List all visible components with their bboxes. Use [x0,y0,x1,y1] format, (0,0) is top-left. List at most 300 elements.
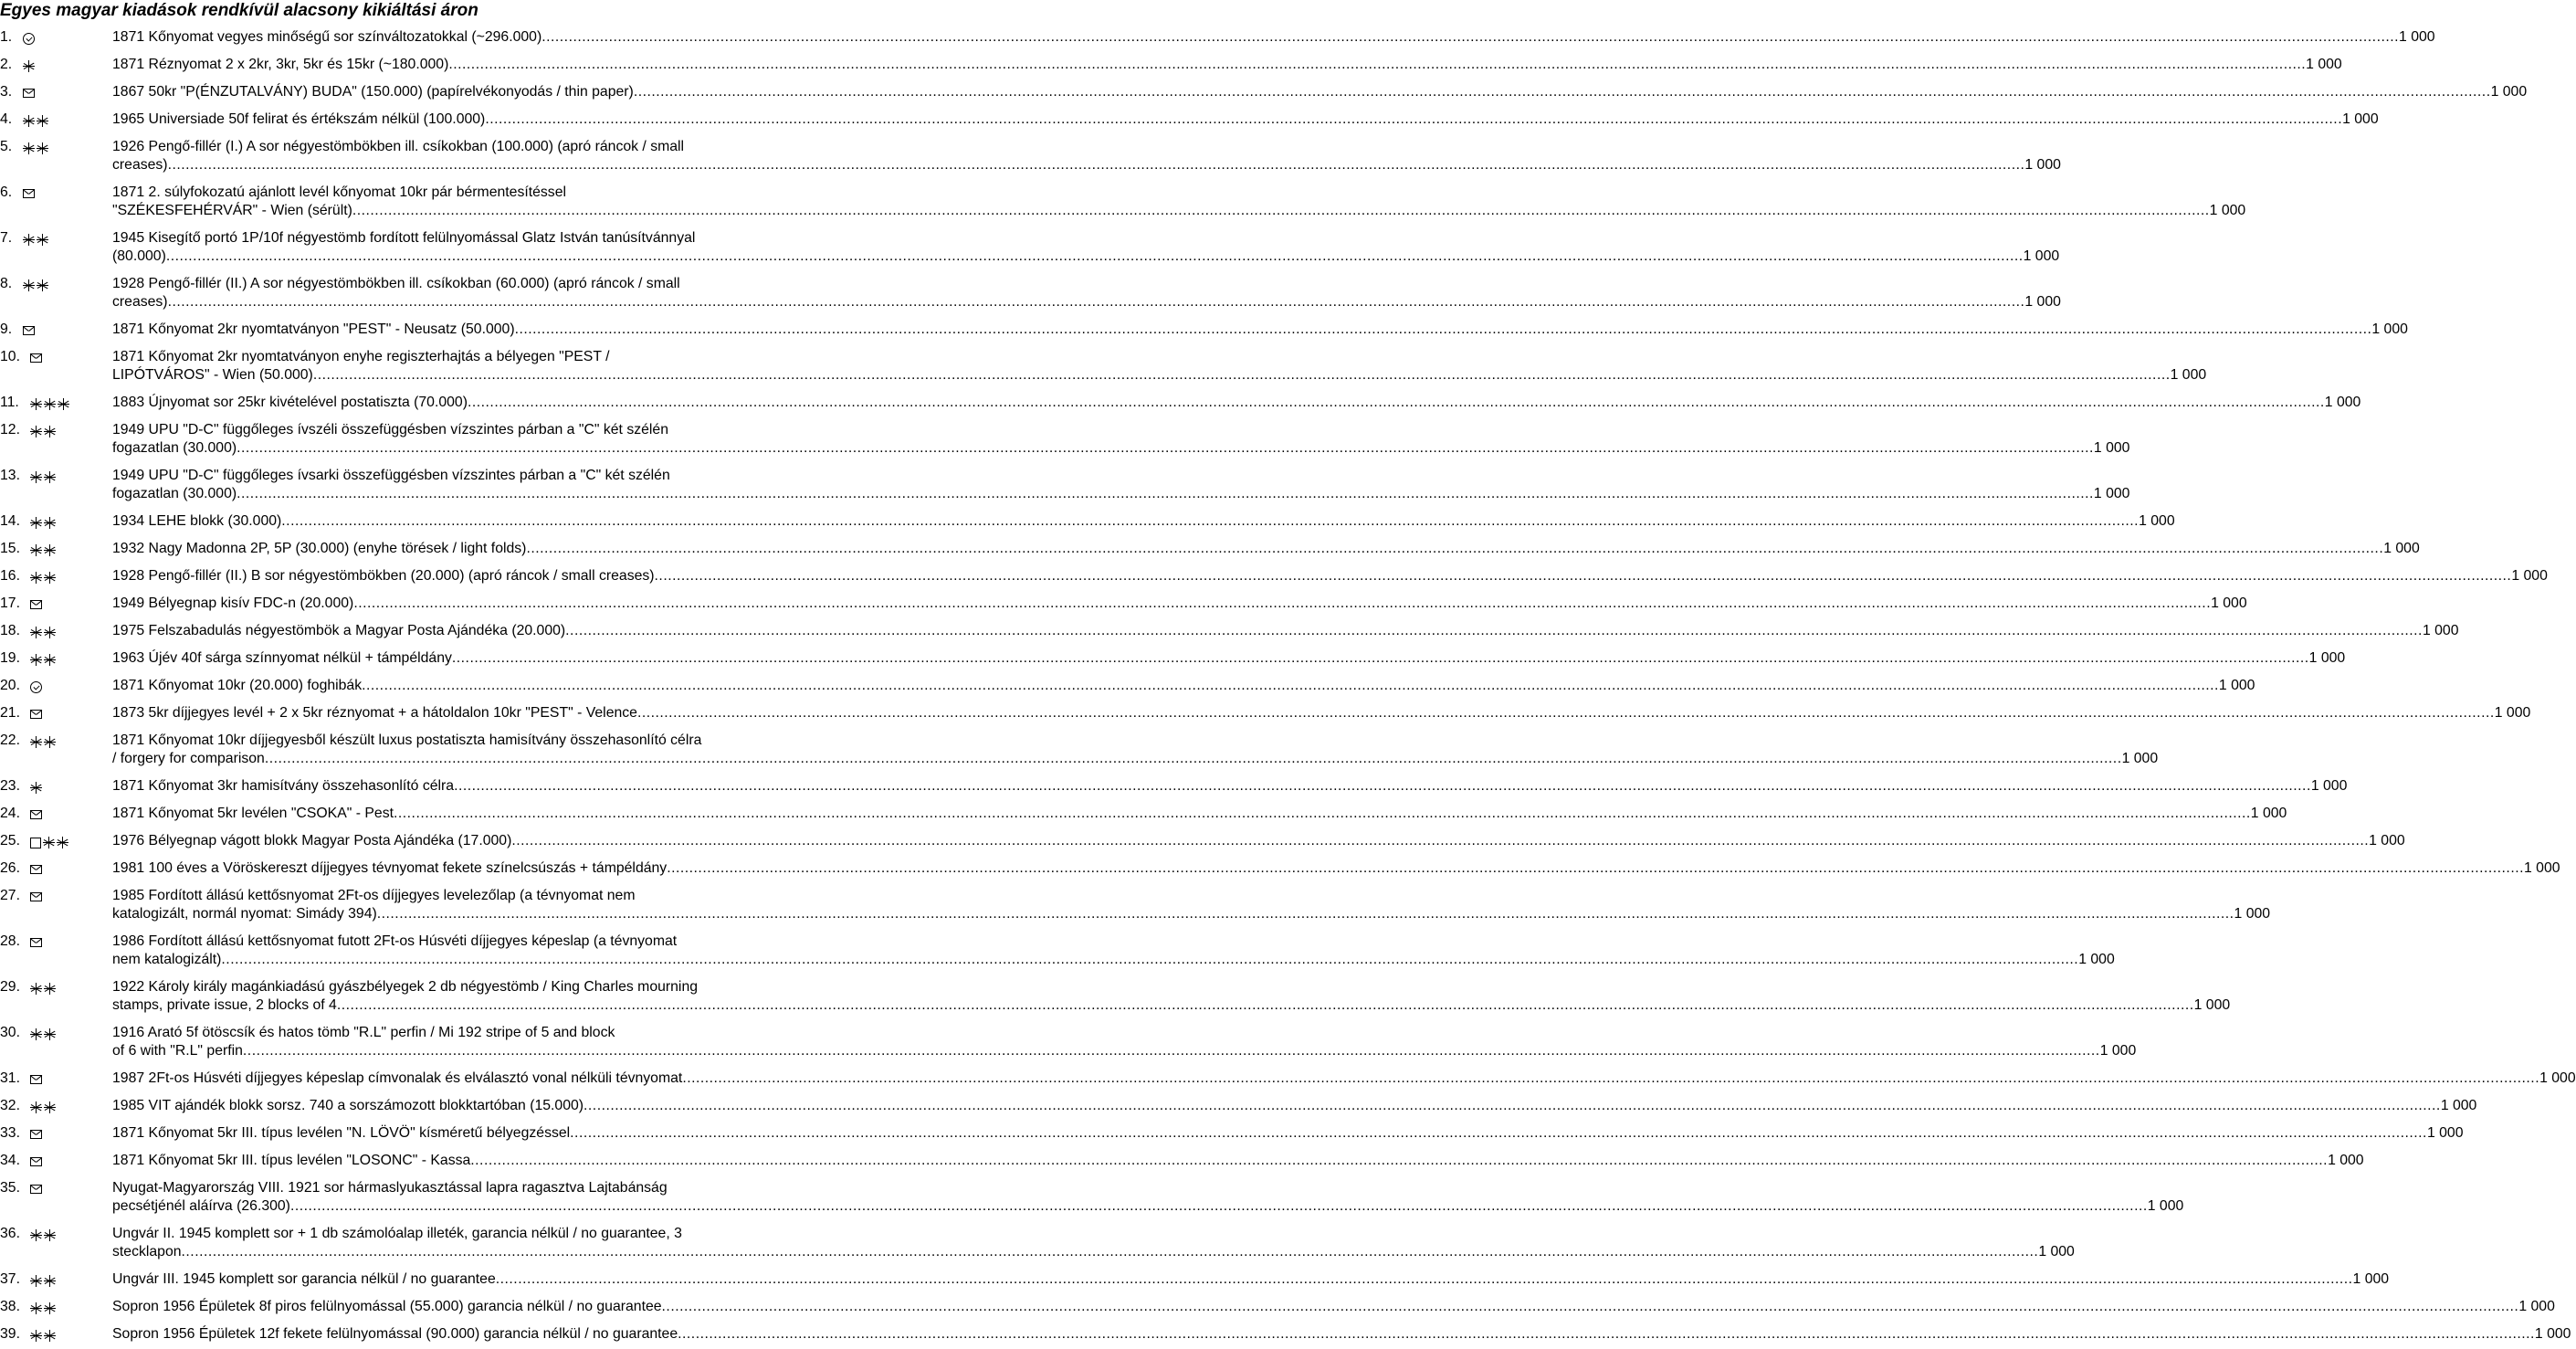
description-text: 1934 LEHE blokk (30.000) [112,513,282,529]
starting-price: 1 000 [2306,57,2342,72]
mint-star-icon [30,627,42,638]
lot-number: 7. [0,230,13,246]
starting-price: 1 000 [2250,806,2287,821]
description-text: 1949 Bélyegnap kisív FDC-n (20.000) [112,595,354,611]
description-text: 1926 Pengő-fillér (I.) A sor négyestömbökben ill. csíkokban (100.000) (apró ráncok / small [112,139,685,154]
condition-symbols [30,1097,58,1115]
condition-symbols [30,1298,58,1316]
mint-star-icon [44,1229,56,1241]
starting-price: 1 000 [2024,157,2061,173]
lot-row [0,344,2207,390]
description-text: Ungvár III. 1945 komplett sor garancia nélkül / no guarantee [112,1271,496,1287]
description-text: fogazatlan (30.000) [112,440,237,456]
starting-price: 1 000 [2328,1153,2364,1168]
lot-number: 6. [0,184,13,200]
hinged-star-icon [30,782,42,794]
condition-symbols [23,138,50,156]
description-text: 1928 Pengő-fillér (II.) B sor négyestömbökben (20.000) (apró ráncok / small creases) [112,568,655,584]
description-text: 1985 VIT ajándék blokk sorsz. 740 a sorszámozott blokktartóban (15.000) [112,1098,584,1113]
lot-number: 12. [0,422,20,437]
lot-row [0,618,2459,646]
envelope-icon [30,710,42,719]
mint-star-icon [37,234,48,246]
condition-symbols [30,1225,58,1243]
description-text: Nyugat-Magyarország VIII. 1921 sor hármaslyukasztással lapra ragasztva Lajtabánság [112,1180,668,1196]
envelope-icon [30,938,42,947]
condition-symbols [30,540,58,558]
lot-row [0,1322,2571,1349]
description-text: 1871 Kőnyomat 5kr levélen "CSOKA" - Pest [112,806,394,821]
lot-row [0,774,2348,801]
dot-leader [281,512,2139,531]
description-text: Sopron 1956 Épületek 8f piros felülnyomással (55.000) garancia nélkül / no guarantee [112,1299,662,1314]
lot-description [112,649,2346,668]
lot-row [0,1121,2464,1148]
starting-price: 1 000 [2139,513,2175,529]
lot-description [112,1097,2477,1115]
dot-leader [678,1325,2535,1344]
mint-star-icon [37,115,48,127]
lot-row [0,1148,2364,1175]
starting-price: 1 000 [2308,650,2346,666]
condition-symbols [30,1179,44,1197]
dot-leader [394,805,2251,823]
lot-description [112,978,2231,1015]
dot-leader [496,1270,2353,1289]
lot-description [112,1270,2390,1289]
starting-price: 1 000 [2211,595,2247,611]
lot-description [112,832,2405,850]
lot-description [112,859,2560,878]
lot-row [0,828,2405,856]
description-text: 1867 50kr "P(ÉNZUTALVÁNY) BUDA" (150.000) (papírelvékonyodás / thin paper) [112,84,634,100]
description-text: 1976 Bélyegnap vágott blokk Magyar Posta Ajándéka (17.000) [112,833,512,848]
condition-symbols [30,887,44,905]
starting-price: 1 000 [2099,1043,2137,1059]
mint-star-icon [30,572,42,584]
lot-number: 33. [0,1125,20,1141]
lot-row [0,1294,2555,1322]
description-text: "SZÉKESFEHÉRVÁR" - Wien (sérült) [112,203,352,218]
description-text: 1987 2Ft-os Húsvéti díjjegyes képeslap címvonalak és elválasztó vonal nélküli tévnyomat [112,1070,683,1086]
lot-description [112,184,2246,220]
lot-number: 20. [0,678,20,693]
condition-symbols [23,229,50,248]
mint-star-icon [23,234,35,246]
description-text: 1949 UPU "D-C" függőleges ívsarki összefüggésben vízszintes párban a "C" két szélén [112,468,670,483]
lot-number: 16. [0,568,20,584]
dot-leader [243,1042,2100,1060]
lot-description [112,677,2255,695]
description-text: creases) [112,157,168,173]
mint-star-icon [44,572,56,584]
lot-description [112,622,2459,640]
lot-row [0,271,2061,317]
lot-list [0,25,2576,1349]
lot-number: 23. [0,778,20,794]
mint-star-icon [30,1330,42,1342]
lot-row [0,564,2548,591]
condition-symbols [30,348,44,366]
condition-symbols [30,1325,58,1344]
page-title: Egyes magyar kiadások rendkívül alacsony kikiáltási áron [0,1,478,20]
lot-description [112,1225,2075,1261]
starting-price: 1 000 [2490,84,2528,100]
lot-description [112,56,2342,74]
description-text: / forgery for comparison [112,751,265,766]
lot-description [112,704,2531,722]
condition-symbols [30,677,44,695]
condition-symbols [23,275,50,293]
description-text: 1981 100 éves a Vöröskereszt díjjegyes tévnyomat fekete színelcsúszás + támpéldány [112,860,668,876]
starting-price: 1 000 [2539,1070,2576,1086]
lot-number: 19. [0,650,20,666]
condition-symbols [30,859,44,878]
starting-price: 1 000 [2024,294,2061,310]
lot-description [112,138,2061,174]
lot-description [112,595,2247,613]
lot-number: 37. [0,1271,20,1287]
dot-leader [565,622,2423,640]
dot-leader [168,293,2025,311]
envelope-icon [30,600,42,609]
lot-number: 39. [0,1326,20,1342]
mint-star-icon [44,654,56,666]
lot-row [0,883,2271,929]
starting-price: 1 000 [2383,541,2420,556]
description-text: 1871 Kőnyomat 2kr nyomtatványon "PEST" - Neusatz (50.000) [112,321,515,337]
dot-leader [662,1298,2519,1316]
condition-symbols [23,56,37,74]
dot-leader [182,1243,2039,1261]
description-text: of 6 with "R.L" perfin [112,1043,243,1059]
condition-symbols [23,28,37,47]
description-text: 1975 Felszabadulás négyestömbök a Magyar Posta Ajándéka (20.000) [112,623,566,638]
starting-price: 1 000 [2422,623,2459,638]
lot-number: 13. [0,468,20,483]
condition-symbols [30,805,44,823]
mint-star-icon [30,1302,42,1314]
lot-row [0,673,2255,701]
description-text: creases) [112,294,168,310]
lot-number: 29. [0,979,20,995]
lot-number: 34. [0,1153,20,1168]
condition-symbols [23,111,50,129]
dot-leader [221,951,2078,969]
condition-symbols [30,732,58,750]
condition-symbols [23,321,37,339]
lot-number: 14. [0,513,20,529]
lot-row [0,509,2175,536]
mint-star-icon [43,837,55,848]
starting-price: 1 000 [2494,705,2531,721]
description-text: 1986 Fordított állású kettősnyomat futott 2Ft-os Húsvéti díjjegyes képeslap (a tévnyomat [112,933,678,949]
mint-star-icon [44,517,56,529]
description-text: stamps, private issue, 2 blocks of 4 [112,997,337,1013]
starting-price: 1 000 [2523,860,2560,876]
condition-symbols [30,421,58,439]
lot-description [112,28,2435,47]
starting-price: 1 000 [2193,997,2231,1013]
mint-star-icon [44,1101,56,1113]
condition-symbols [30,622,58,640]
mint-star-icon [44,1302,56,1314]
lot-row [0,317,2408,344]
lot-description [112,887,2271,923]
lot-number: 21. [0,705,20,721]
lot-row [0,226,2060,271]
hinged-star-icon [23,60,35,72]
mint-star-icon [23,279,35,291]
dot-leader [313,366,2171,385]
dot-leader [541,28,2399,47]
lot-number: 15. [0,541,20,556]
starting-price: 1 000 [2093,486,2130,501]
description-text: pecsétjénél aláírva (26.300) [112,1198,290,1214]
dot-leader [634,83,2491,101]
lot-number: 26. [0,860,20,876]
lot-row [0,417,2130,463]
description-text: LIPÓTVÁROS" - Wien (50.000) [112,367,313,383]
lot-description [112,933,2115,969]
lot-description [112,1024,2137,1060]
lot-description [112,229,2060,266]
lot-row [0,929,2115,975]
mint-star-icon [30,654,42,666]
starting-price: 1 000 [2371,321,2408,337]
lot-number: 17. [0,595,20,611]
envelope-icon [30,892,42,901]
lot-number: 10. [0,349,20,364]
starting-price: 1 000 [2324,395,2361,410]
description-text: 1871 Kőnyomat vegyes minőségű sor színváltozatokkal (~296.000) [112,29,542,45]
lot-row [0,463,2130,509]
lot-description [112,540,2420,558]
lot-row [0,107,2379,134]
description-text: 1932 Nagy Madonna 2P, 5P (30.000) (enyhe törések / light folds) [112,541,527,556]
lot-description [112,805,2287,823]
condition-symbols [30,512,58,531]
lot-row [0,79,2528,107]
dot-leader [526,540,2383,558]
lot-description [112,1325,2571,1344]
lot-description [112,1124,2464,1143]
lot-description [112,83,2528,101]
lot-number: 9. [0,321,13,337]
dot-leader [337,996,2194,1015]
mint-star-icon [23,115,35,127]
mint-star-icon [30,426,42,437]
lot-number: 18. [0,623,20,638]
mint-star-icon [30,471,42,483]
mint-star-icon [44,627,56,638]
lot-row [0,1175,2184,1221]
description-text: Sopron 1956 Épületek 12f fekete felülnyomással (90.000) garancia nélkül / no guarantee [112,1326,678,1342]
mint-star-icon [44,1275,56,1287]
description-text: 1949 UPU "D-C" függőleges ívszéli összefüggésben vízszintes párban a "C" két szélén [112,422,668,437]
dot-leader [168,156,2025,174]
envelope-icon [30,1075,42,1084]
envelope-icon [30,1130,42,1139]
mint-star-icon [30,517,42,529]
starting-price: 1 000 [2342,111,2379,127]
lot-row [0,134,2061,180]
condition-symbols [30,394,71,412]
condition-symbols [30,1070,44,1088]
lot-number: 32. [0,1098,20,1113]
dot-leader [511,832,2369,850]
lot-description [112,1179,2184,1216]
description-text: 1916 Arató 5f ötöscsík és hatos tömb "R.L" perfin / Mi 192 stripe of 5 and block [112,1025,615,1040]
description-text: 1871 2. súlyfokozatú ajánlott levél kőnyomat 10kr pár bérmentesítéssel [112,184,567,200]
description-text: 1965 Universiade 50f felirat és értékszám nélkül (100.000) [112,111,486,127]
lot-row [0,180,2246,226]
envelope-icon [30,353,42,363]
starting-price: 1 000 [2511,568,2548,584]
lot-number: 36. [0,1226,20,1241]
dot-leader [515,321,2372,339]
lot-row [0,1093,2477,1121]
condition-symbols [30,649,58,668]
mint-star-icon [30,544,42,556]
description-text: katalogizált, normál nyomat: Simády 394) [112,906,377,922]
lot-number: 1. [0,29,13,45]
lot-description [112,567,2548,585]
starting-price: 1 000 [2440,1098,2477,1113]
dot-leader [584,1097,2441,1115]
description-text: 1922 Károly király magánkiadású gyászbélyegek 2 db négyestömb / King Charles mourning [112,979,699,995]
circle-check-icon [30,681,42,693]
lot-row [0,1267,2390,1294]
dot-leader [655,567,2512,585]
dot-leader [448,56,2306,74]
lot-number: 31. [0,1070,20,1086]
lot-description [112,732,2159,768]
condition-symbols [30,1270,58,1289]
lot-row [0,801,2287,828]
description-text: 1873 5kr díjjegyes levél + 2 x 5kr réznyomat + a hátoldalon 10kr "PEST" - Velence [112,705,637,721]
starting-price: 1 000 [2218,678,2255,693]
hinged-star-icon [58,398,69,410]
lot-number: 4. [0,111,13,127]
starting-price: 1 000 [2352,1271,2390,1287]
starting-price: 1 000 [2038,1244,2075,1259]
description-text: nem katalogizált) [112,952,222,967]
description-text: stecklapon [112,1244,182,1259]
description-text: 1871 Kőnyomat 5kr III. típus levélen "LOSONC" - Kassa [112,1153,471,1168]
condition-symbols [30,595,44,613]
lot-number: 25. [0,833,20,848]
dot-leader [454,777,2311,796]
lot-number: 30. [0,1025,20,1040]
mint-star-icon [30,1275,42,1287]
description-text: 1963 Újév 40f sárga színnyomat nélkül + támpéldány [112,650,452,666]
starting-price: 1 000 [2534,1326,2571,1342]
mint-star-icon [30,736,42,748]
dot-leader [485,111,2342,129]
mint-star-icon [44,471,56,483]
lot-row [0,728,2159,774]
lot-description [112,467,2130,503]
lot-number: 11. [0,395,19,410]
lot-row [0,390,2361,417]
lot-description [112,421,2130,458]
dot-leader [352,202,2210,220]
condition-symbols [30,978,58,996]
condition-symbols [30,832,70,850]
lot-number: 8. [0,276,13,291]
description-text: 1871 Kőnyomat 10kr díjjegyesből készült luxus postatiszta hamisítvány összehasonlító célra [112,732,702,748]
starting-price: 1 000 [2078,952,2115,967]
mint-star-icon [30,1101,42,1113]
lot-number: 28. [0,933,20,949]
description-text: 1871 Kőnyomat 10kr (20.000) foghibák [112,678,363,693]
starting-price: 1 000 [2147,1198,2184,1214]
description-text: fogazatlan (30.000) [112,486,237,501]
dot-leader [682,1070,2539,1088]
mint-star-icon [44,544,56,556]
lot-row [0,1020,2137,1066]
lot-row [0,701,2531,728]
lot-number: 38. [0,1299,20,1314]
mint-star-icon [44,1028,56,1040]
mint-star-icon [30,983,42,995]
lot-row [0,591,2247,618]
circle-check-icon [23,33,35,45]
condition-symbols [30,1152,44,1170]
lot-row [0,1066,2576,1093]
dot-leader [362,677,2219,695]
dot-leader [452,649,2309,668]
starting-price: 1 000 [2310,778,2348,794]
mint-star-icon [44,983,56,995]
description-text: (80.000) [112,248,166,264]
lot-description [112,348,2207,385]
starting-price: 1 000 [2369,833,2405,848]
envelope-icon [23,89,35,98]
lot-row [0,1221,2075,1267]
dot-leader [265,750,2122,768]
description-text: 1928 Pengő-fillér (II.) A sor négyestömbökben ill. csíkokban (60.000) (apró ráncok / small [112,276,680,291]
dot-leader [290,1197,2148,1216]
lot-row [0,536,2420,564]
lot-description [112,111,2379,129]
lot-description [112,1152,2364,1170]
starting-price: 1 000 [2426,1125,2464,1141]
mint-star-icon [44,426,56,437]
lot-description [112,321,2408,339]
envelope-icon [30,1157,42,1166]
description-text: 1871 Kőnyomat 5kr III. típus levélen "N. LÖVÖ" kísméretű bélyegzéssel [112,1125,571,1141]
lot-row [0,25,2435,52]
dot-leader [237,485,2094,503]
dot-leader [470,1152,2328,1170]
starting-price: 1 000 [2399,29,2435,45]
dot-leader [667,859,2524,878]
starting-price: 1 000 [2170,367,2207,383]
mint-star-icon [37,279,48,291]
starting-price: 1 000 [2023,248,2060,264]
condition-symbols [23,184,37,202]
description-text: 1883 Újnyomat sor 25kr kivételével postatiszta (70.000) [112,395,468,410]
mint-star-icon [37,142,48,154]
mint-star-icon [44,1330,56,1342]
description-text: 1871 Kőnyomat 2kr nyomtatványon enyhe regiszterhajtás a bélyegen "PEST / [112,349,610,364]
dot-leader [166,248,2024,266]
lot-description [112,777,2348,796]
dot-leader [468,394,2325,412]
dot-leader [353,595,2211,613]
